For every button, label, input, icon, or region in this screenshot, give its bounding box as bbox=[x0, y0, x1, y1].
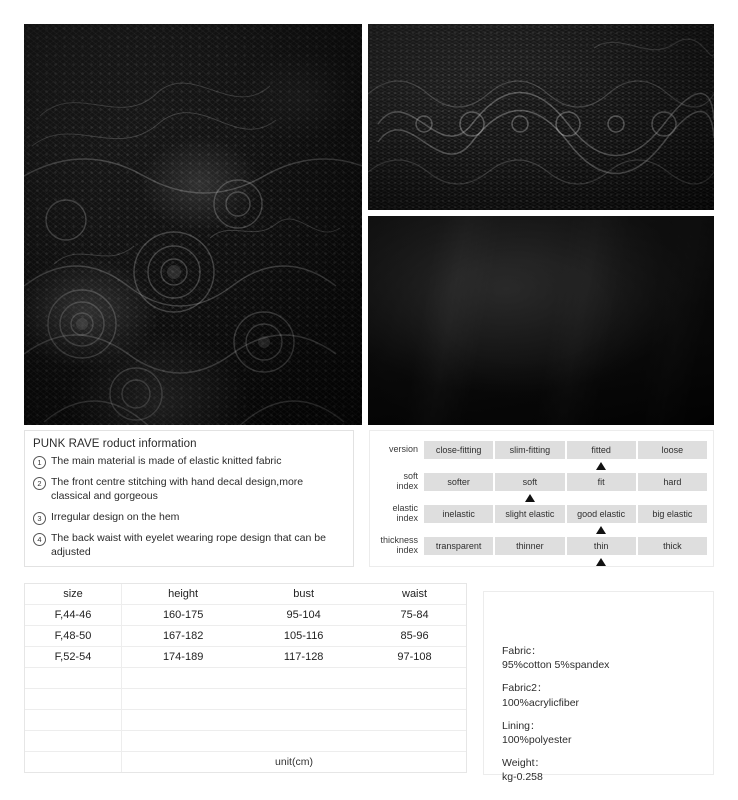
attribute-selected-marker bbox=[596, 526, 606, 534]
attribute-selected-marker bbox=[596, 558, 606, 566]
size-table bbox=[25, 584, 466, 772]
fabric-entry bbox=[502, 719, 713, 747]
attribute-row-soft-index bbox=[370, 471, 707, 492]
size-chart bbox=[24, 583, 467, 773]
cell-empty bbox=[244, 731, 363, 752]
attribute-option[interactable]: transparent bbox=[424, 537, 493, 555]
table-row bbox=[25, 605, 466, 626]
photo-lace-floral-closeup bbox=[24, 24, 362, 425]
photo-lace-trim-detail bbox=[368, 24, 714, 210]
fabric-label: Fabric2： bbox=[502, 682, 548, 695]
table-row bbox=[25, 647, 466, 668]
cell-empty bbox=[122, 710, 245, 731]
column-header-size: size bbox=[25, 584, 122, 605]
attribute-options bbox=[424, 441, 707, 459]
attribute-options bbox=[424, 537, 707, 555]
fabric-label: Weight： bbox=[502, 757, 545, 770]
description-item-number: 1 bbox=[33, 456, 46, 469]
attribute-option[interactable]: softer bbox=[424, 473, 493, 491]
attribute-row-thickness-index bbox=[370, 535, 707, 556]
attribute-option[interactable]: slight elastic bbox=[495, 505, 564, 523]
table-row-empty bbox=[25, 668, 466, 689]
description-item bbox=[33, 532, 343, 560]
attribute-option[interactable]: loose bbox=[638, 441, 707, 459]
attribute-option[interactable]: soft bbox=[495, 473, 564, 491]
fabric-entry bbox=[502, 644, 713, 672]
cell-size: F,44-46 bbox=[25, 605, 122, 626]
attribute-options bbox=[424, 505, 707, 523]
attribute-option[interactable]: inelastic bbox=[424, 505, 493, 523]
fabric-label: Lining： bbox=[502, 719, 541, 732]
cell-empty bbox=[363, 710, 466, 731]
product-description-title: PUNK RAVE roduct information bbox=[33, 438, 197, 450]
cell-empty bbox=[244, 689, 363, 710]
cell-empty bbox=[25, 689, 122, 710]
cell-empty bbox=[122, 668, 245, 689]
attribute-row-label: version bbox=[388, 443, 418, 454]
description-item-text: The main material is made of elastic knitted fabric bbox=[51, 455, 282, 467]
cell-empty bbox=[25, 668, 122, 689]
cell-waist: 97-108 bbox=[363, 647, 466, 668]
attribute-option[interactable]: slim-fitting bbox=[495, 441, 564, 459]
column-header-waist: waist bbox=[363, 584, 466, 605]
cell-waist: 75-84 bbox=[363, 605, 466, 626]
cell-empty bbox=[244, 668, 363, 689]
attribute-row-elastic-index bbox=[370, 503, 707, 524]
attribute-selected-marker bbox=[596, 462, 606, 470]
cell-size: F,52-54 bbox=[25, 647, 122, 668]
cell-empty bbox=[363, 731, 466, 752]
attribute-options bbox=[424, 473, 707, 491]
description-item-number: 3 bbox=[33, 512, 46, 525]
column-header-bust: bust bbox=[244, 584, 363, 605]
fabric-entry bbox=[502, 681, 713, 709]
fabric-composition-panel bbox=[483, 591, 714, 784]
cell-bust: 105-116 bbox=[244, 626, 363, 647]
attribute-option[interactable]: fit bbox=[567, 473, 636, 491]
description-item-number: 2 bbox=[33, 477, 46, 490]
fabric-value: 95%cotton 5%spandex bbox=[502, 659, 610, 672]
cell-empty bbox=[25, 710, 122, 731]
trim-vignette bbox=[368, 24, 714, 210]
attribute-option[interactable]: hard bbox=[638, 473, 707, 491]
fabric-entry bbox=[502, 756, 713, 784]
cell-empty bbox=[363, 689, 466, 710]
photo-plain-fabric-swatch bbox=[368, 216, 714, 425]
cell-height: 167-182 bbox=[122, 626, 245, 647]
description-item bbox=[33, 455, 343, 469]
attribute-row-label: elastic index bbox=[392, 503, 418, 523]
attribute-option[interactable]: thin bbox=[567, 537, 636, 555]
table-row-empty bbox=[25, 710, 466, 731]
fabric-value: 100%acrylicfiber bbox=[502, 696, 580, 709]
cell-height: 174-189 bbox=[122, 647, 245, 668]
cell-empty bbox=[122, 689, 245, 710]
attribute-option[interactable]: fitted bbox=[567, 441, 636, 459]
unit-note: unit(cm) bbox=[275, 756, 313, 768]
product-photo-grid bbox=[24, 24, 714, 425]
fabric-value: kg-0.258 bbox=[502, 771, 543, 784]
cell-bust: 117-128 bbox=[244, 647, 363, 668]
attribute-option[interactable]: thinner bbox=[495, 537, 564, 555]
cell-bust: 95-104 bbox=[244, 605, 363, 626]
attribute-row-label: soft index bbox=[396, 471, 418, 491]
size-table-body bbox=[25, 605, 466, 773]
plain-vignette bbox=[368, 216, 714, 425]
description-item bbox=[33, 476, 343, 504]
product-description-box bbox=[24, 430, 354, 567]
description-item-text: The front centre stitching with hand decal design,more classical and gorgeous bbox=[51, 476, 304, 502]
column-header-height: height bbox=[122, 584, 245, 605]
cell-empty bbox=[25, 731, 122, 752]
attribute-matrix bbox=[369, 430, 714, 567]
attribute-option[interactable]: good elastic bbox=[567, 505, 636, 523]
table-row bbox=[25, 626, 466, 647]
description-item-number: 4 bbox=[33, 533, 46, 546]
cell-height: 160-175 bbox=[122, 605, 245, 626]
photo-right-column bbox=[368, 24, 714, 425]
attribute-row-version bbox=[370, 439, 707, 460]
cell-empty bbox=[25, 752, 122, 773]
attribute-row-label: thickness index bbox=[380, 535, 418, 555]
info-row bbox=[24, 430, 714, 570]
attribute-option[interactable]: thick bbox=[638, 537, 707, 555]
table-row-empty bbox=[25, 689, 466, 710]
cell-empty bbox=[363, 668, 466, 689]
attribute-option[interactable]: close-fitting bbox=[424, 441, 493, 459]
table-header-row bbox=[25, 584, 466, 605]
description-item-text: The back waist with eyelet wearing rope design that can be adjusted bbox=[51, 531, 326, 558]
cell-waist: 85-96 bbox=[363, 626, 466, 647]
table-row-unit bbox=[25, 752, 466, 773]
fabric-label: Fabric： bbox=[502, 645, 542, 657]
cell-empty bbox=[244, 710, 363, 731]
lace-vignette bbox=[24, 24, 362, 425]
table-row-empty bbox=[25, 731, 466, 752]
attribute-selected-marker bbox=[525, 494, 535, 502]
description-item-text: Irregular design on the hem bbox=[51, 510, 180, 523]
cell-empty bbox=[122, 731, 245, 752]
description-item bbox=[33, 511, 343, 525]
cell-size: F,48-50 bbox=[25, 626, 122, 647]
attribute-option[interactable]: big elastic bbox=[638, 505, 707, 523]
fabric-value: 100%polyester bbox=[502, 733, 572, 746]
